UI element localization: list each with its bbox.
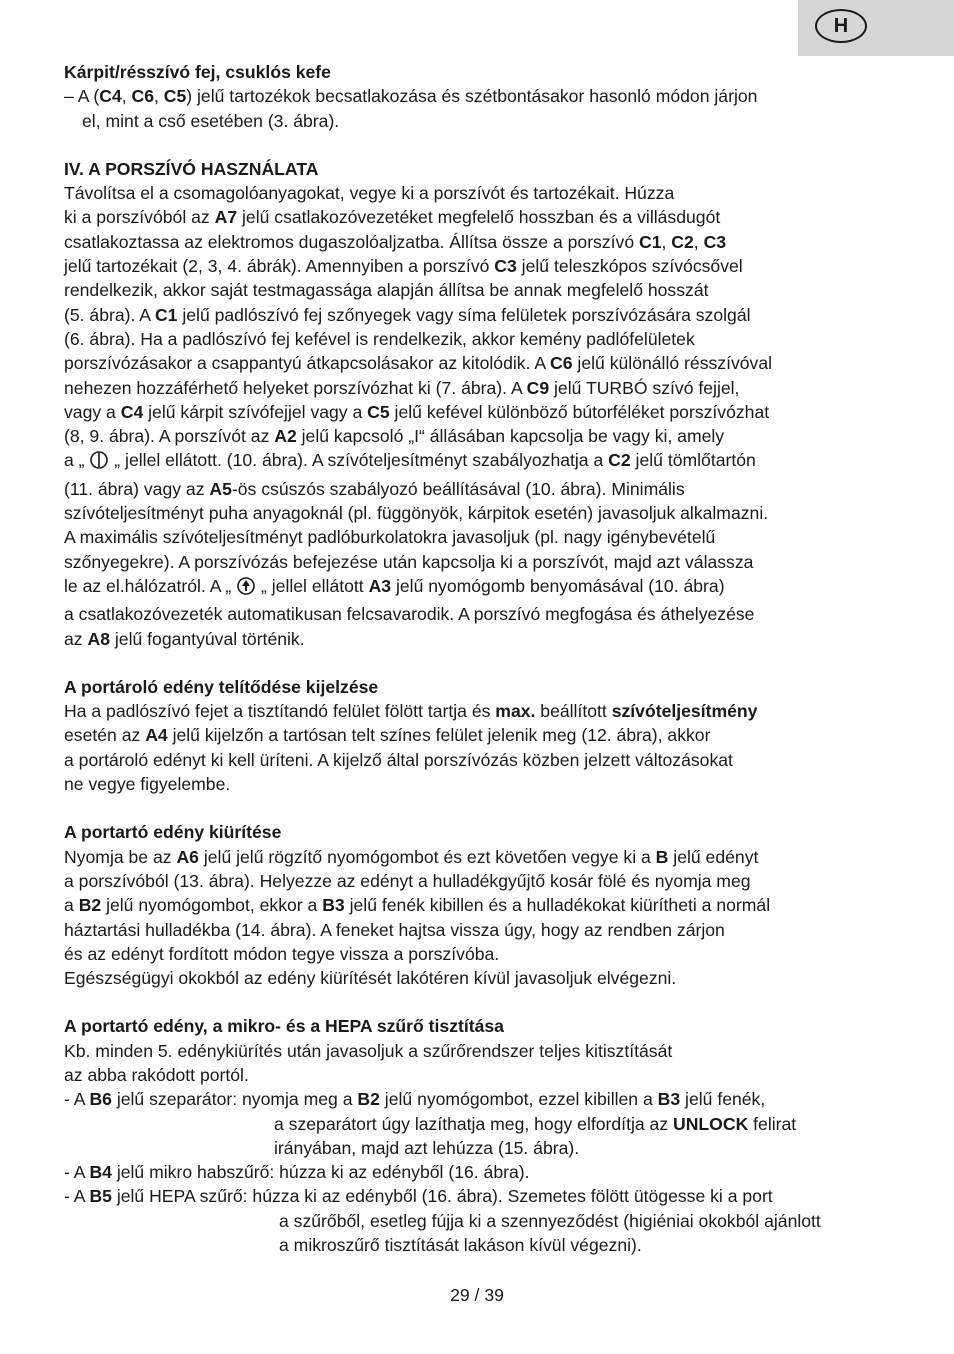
section-title: A portároló edény telítődése kijelzése [64, 676, 379, 697]
paragraph: Ha a padlószívó fejet a tisztítandó felület fölött tartja és max. beállított szívóteljesítmény esetén az A4 jelű kijelzőn a tartósan telt színes felület jelenik meg (12. ábra), akkor a portároló edényt ki kell üríteni. A kijelző által porszívózás közben jelzett változásokat ne vegye figyelembe. [64, 701, 758, 795]
section-emptying [64, 820, 894, 990]
list-item: - A B5 jelű HEPA szűrő: húzza ki az edényből (16. ábra). Szemetes fölött ütögesse ki a port [64, 1186, 773, 1207]
list-item: - A B6 jelű szeparátor: nyomja meg a B2 jelű nyomógombot, ezzel kibillen a B3 jelű fenék, [64, 1089, 766, 1110]
list-item: - A B4 jelű mikro habszűrő: húzza ki az edényből (16. ábra). [64, 1162, 530, 1183]
section-title: A portartó edény kiürítése [64, 822, 282, 843]
page-number: 29 / 39 [450, 1285, 504, 1305]
list-item-continuation: a szeparátort úgy lazíthatja meg, hogy elfordítja az UNLOCK felirat irányában, majd azt lehúzza (15. ábra). [274, 1113, 797, 1158]
page-content [64, 60, 894, 1257]
section-title: IV. A PORSZÍVÓ HASZNÁLATA [64, 158, 319, 179]
section-upholstery-brush [64, 60, 894, 133]
cord-rewind-icon [236, 576, 256, 602]
section-usage [64, 157, 894, 651]
section-title: A portartó edény, a mikro- és a HEPA szűrő tisztítása [64, 1016, 504, 1037]
paragraph: Távolítsa el a csomagolóanyagokat, vegye ki a porszívót és tartozékait. Húzza ki a porszívóból az A7 jelű csatlakozóvezetéket megfelelő hosszban és a villásdugót csatlakoztassa az elektromos dugaszolóaljzatba. Állítsa össze a porszívó C1, C2, C3 jelű tartozékait (2, 3, 4. ábrák). Amennyiben a porszívó C3 jelű teleszkópos szívócsővel rendelkezik, akkor saját testmagassága alapján állítsa be annak megfelelő hosszát (5. ábra). A C1 jelű padlószívó fej szőnyegek vagy síma felületek porszívózására szolgál (6. ábra). Ha a padlószívó fej kefével is rendelkezik, akkor kemény padlófelületek porszívózásakor a csappantyú átkapcsolásakor az kitolódik. A C6 jelű különálló résszívóval nehezen hozzáférhető helyeket porszívózhat ki (7. ábra). A C9 jelű TURBÓ szívó fejjel, vagy a C4 jelű kárpit szívófejjel vagy a C5 jelű kefével különböző bútorféléket porszívózhat (8, 9. ábra). A porszívót az A2 jelű kapcsoló „I“ állásában kapcsolja be vagy ki, amely a „ „ jellel ellátott. (10. ábra). A szívóteljesítményt szabályozhatja a C2 jelű tömlőtartón (11. ábra) vagy az A5-ös csúszós szabályozó beállításával (10. ábra). Minimális szívóteljesítményt puha anyagoknál (pl. függönyök, kárpitok esetén) javasoljuk alkalmazni. A maximális szívóteljesítményt padlóburkolatokra javasoljuk (pl. nagy igénybevételű szőnyegekre). A porszívózás befejezése után kapcsolja ki a porszívót, majd azt válassza le az el.hálózatról. A „ „ jellel ellátott A3 jelű nyomógomb benyomásával (10. ábra) a csatlakozóvezeték automatikusan felcsavarodik. A porszívó megfogása és áthelyezése az A8 jelű fogantyúval történik. [64, 183, 773, 649]
paragraph: – A (C4, C6, C5) jelű tartozékok becsatlakozása és szétbontásakor hasonló módon járjon el, mint a cső esetében (3. ábra). [64, 86, 758, 131]
language-code: H [833, 14, 849, 37]
section-full-indicator [64, 675, 894, 796]
list-item-continuation: a szűrőből, esetleg fújja ki a szennyeződést (higiéniai okokból ajánlott a mikroszűrő tisztítását lakáson kívül végezni). [279, 1210, 821, 1256]
paragraph: Nyomja be az A6 jelű jelű rögzítő nyomógombot és ezt követően vegye ki a B jelű edényt a porszívóból (13. ábra). Helyezze az edényt a hulladékgyűjtő kosár fölé és nyomja meg a B2 jelű nyomógombot, ekkor a B3 jelű fenék kibillen és a hulladékokat kiürítheti a normál háztartási hulladékba (14. ábra). A feneket hajtsa vissza úgy, hogy az rendben zárjon és az edényt fordított módon tegye vissza a porszívóba. Egészségügyi okokból az edény kiürítését lakótéren kívül javasoljuk elvégezni. [64, 846, 771, 989]
language-badge [815, 9, 867, 43]
language-tab [798, 0, 954, 56]
paragraph: Kb. minden 5. edénykiürítés után javasoljuk a szűrőrendszer teljes kitisztítását az abba rakódott portól. [64, 1040, 673, 1085]
section-filter-cleaning [64, 1014, 894, 1257]
section-title: Kárpit/résszívó fej, csuklós kefe [64, 62, 331, 82]
power-symbol-icon [89, 450, 109, 476]
